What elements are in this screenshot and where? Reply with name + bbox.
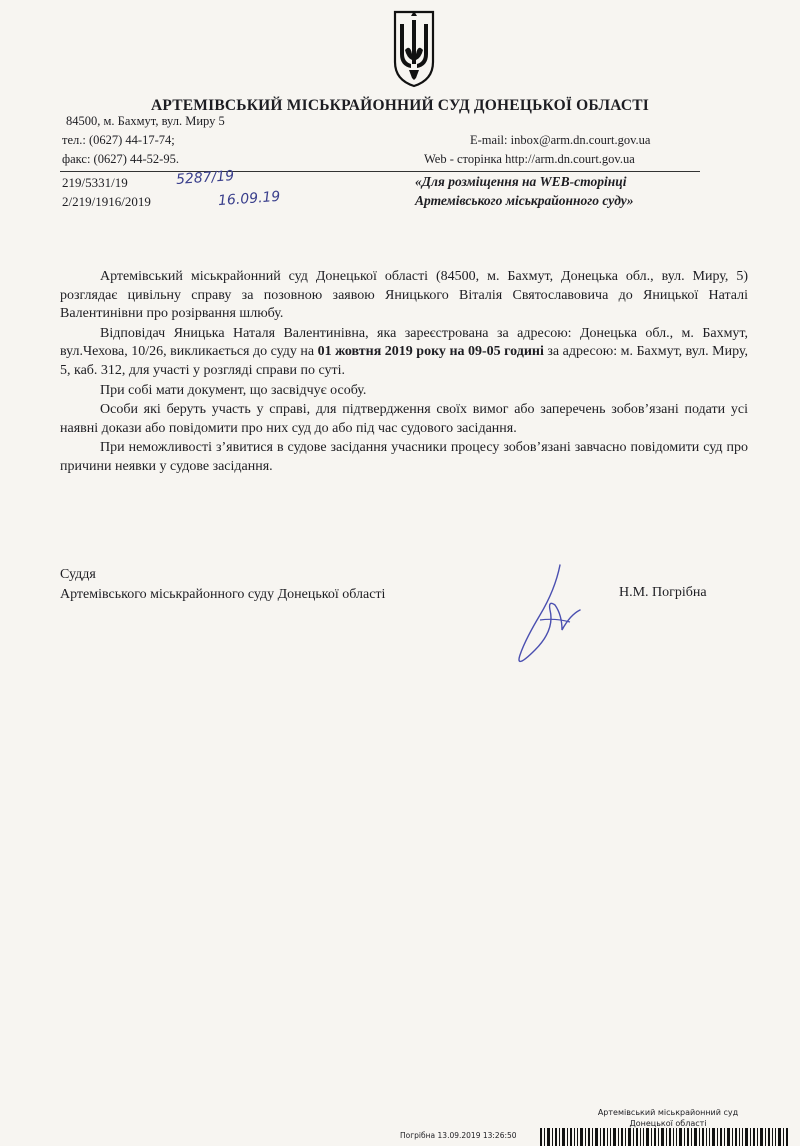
notice-body bbox=[60, 268, 748, 478]
judge-title: Суддя bbox=[60, 567, 96, 582]
court-phone: тел.: (0627) 44-17-74; bbox=[62, 133, 175, 147]
paragraph-absence-notice: При неможливості з’явитися в судове засідання учасники процесу зобов’язані завчасно повідомити суд про причини неявки у судове засідання. bbox=[60, 440, 748, 474]
coat-of-arms-icon bbox=[392, 10, 436, 88]
handwritten-date: 16.09.19 bbox=[217, 188, 281, 210]
paragraph-case-description: Артемівський міськрайонний суд Донецької області (84500, м. Бахмут, Донецька обл., вул. Миру, 5) розглядає цивільну справу за позовною заявою Яницького Віталія Святославовича до Яницької Наталі Валентинівни про розірвання шлюбу. bbox=[60, 269, 748, 322]
barcode bbox=[540, 1126, 790, 1146]
case-number: 219/5331/19 bbox=[62, 175, 128, 190]
placement-note-line1: «Для розміщення на WEB-сторінці bbox=[415, 174, 627, 189]
signature-block bbox=[60, 565, 385, 605]
proceeding-number: 2/219/1916/2019 bbox=[62, 194, 151, 209]
handwritten-outgoing-number: 5287/19 bbox=[175, 167, 235, 189]
paragraph-summons: Відповідач Яницька Наталя Валентинівна, яка зареєстрована за адресою: Донецька обл., м. Бахмут, вул.Чехова, 10/26, викликається до суду на 01 жовтня 2019 року на 09-05 годині за адресою: м. Бахмут, вул. Миру, 5, каб. 312, для участі у розгляді справи по суті. bbox=[60, 325, 749, 378]
judge-court: Артемівського міськрайонного суду Донецької області bbox=[60, 587, 386, 602]
court-address: 84500, м. Бахмут, вул. Миру 5 bbox=[66, 114, 225, 128]
registry-timestamp: Погрібна 13.09.2019 13:26:50 bbox=[400, 1131, 517, 1140]
registry-stamp: Артемівський міськрайонний суд Донецької області bbox=[597, 1108, 739, 1128]
judge-name: Н.М. Погрібна bbox=[619, 585, 707, 600]
hearing-datetime: 01 жовтня 2019 року на 09-05 годині bbox=[317, 344, 544, 360]
court-fax: факс: (0627) 44-52-95. bbox=[62, 152, 179, 166]
court-email: E-mail: inbox@arm.dn.court.gov.ua bbox=[470, 133, 651, 147]
court-website: Web - сторінка http://arm.dn.court.gov.ua bbox=[424, 152, 635, 166]
placement-note bbox=[415, 172, 633, 210]
paragraph-evidence: Особи які беруть участь у справі, для підтвердження своїх вимог або заперечень зобов’язані подати усі наявні докази або повідомити про них суд до або під час судового засідання. bbox=[60, 402, 748, 436]
paragraph-identity-document: При собі мати документ, що засвідчує особу. bbox=[100, 382, 367, 398]
handwritten-signature bbox=[500, 560, 610, 670]
court-title: АРТЕМІВСЬКИЙ МІСЬКРАЙОННИЙ СУД ДОНЕЦЬКОЇ ОБЛАСТІ bbox=[150, 97, 650, 114]
placement-note-line2: Артемівського міськрайонного суду» bbox=[415, 193, 634, 208]
